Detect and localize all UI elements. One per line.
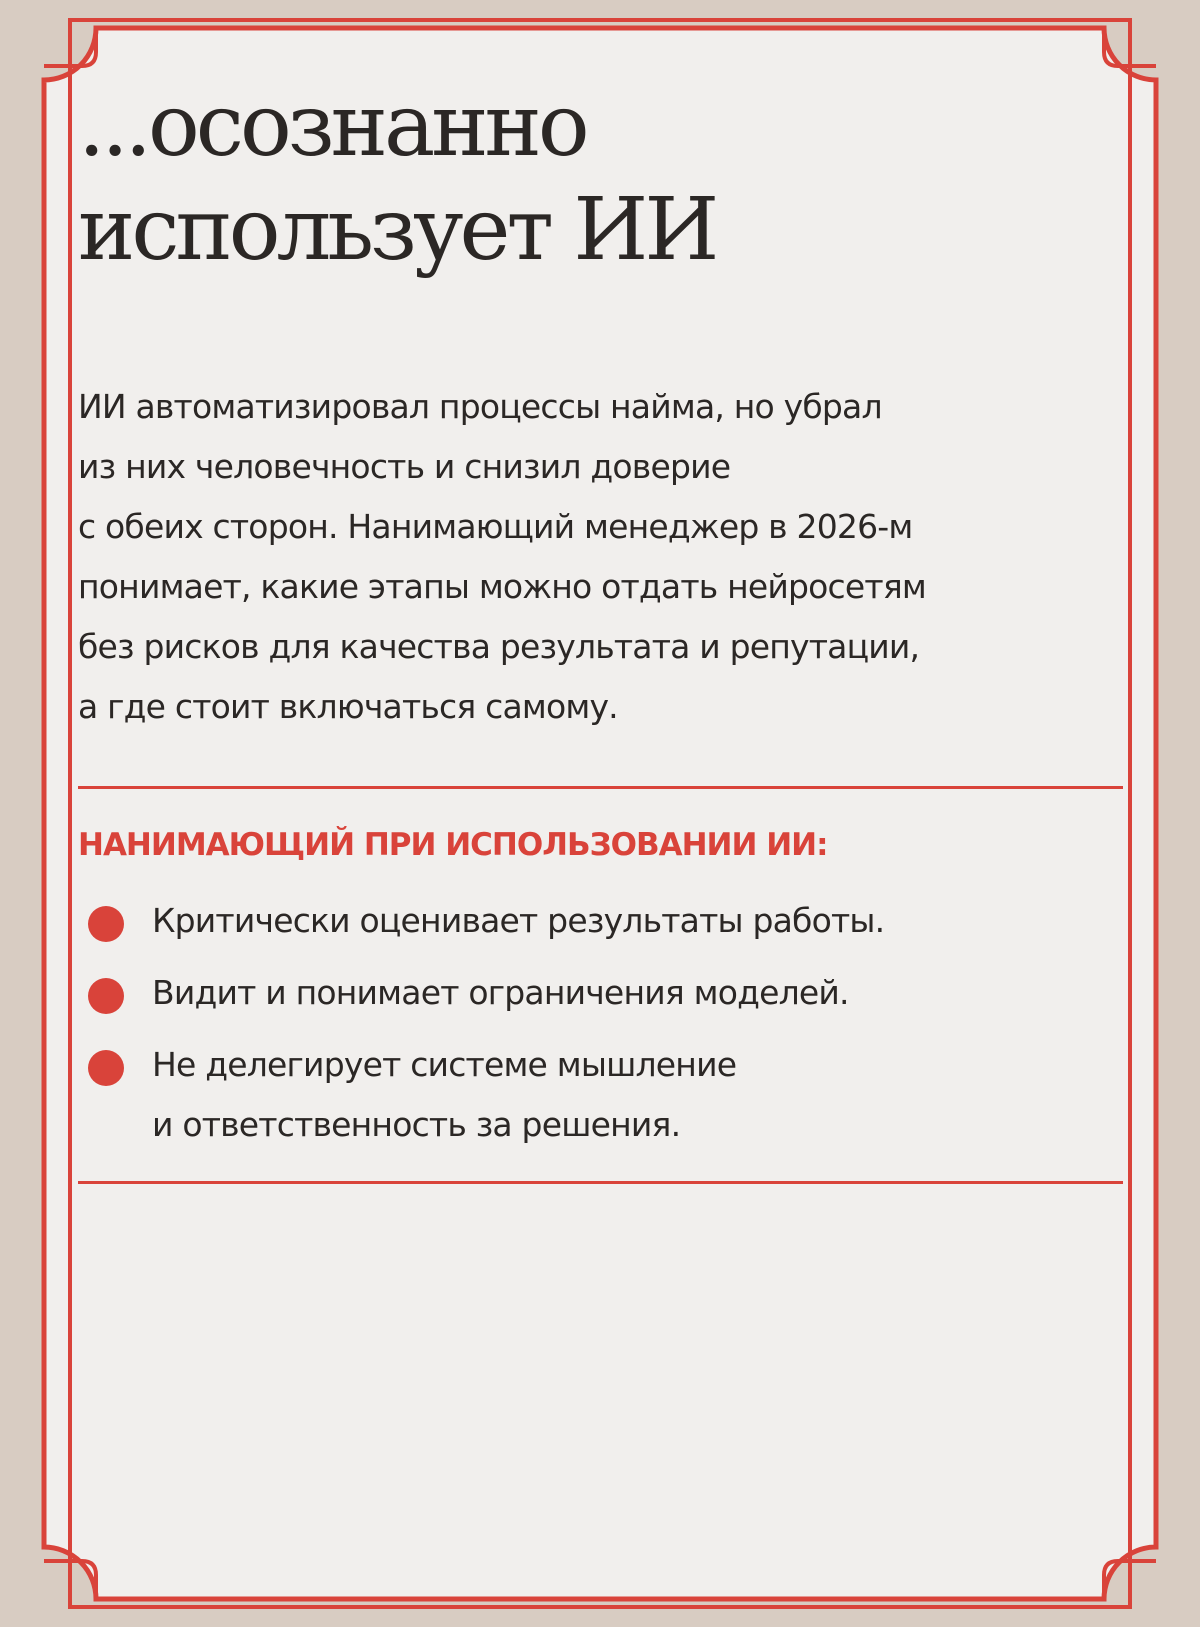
intro-line: ИИ автоматизировал процессы найма, но убрал	[78, 387, 882, 426]
bottom-divider	[78, 1181, 1123, 1184]
intro-paragraph	[78, 377, 1123, 737]
intro-line: с обеих сторон. Нанимающий менеджер в 2026-м	[78, 507, 913, 546]
list-item	[78, 891, 1123, 951]
content	[78, 0, 1123, 1627]
section-heading: НАНИМАЮЩИЙ ПРИ ИСПОЛЬЗОВАНИИ ИИ:	[78, 827, 828, 863]
list-item-text: Не делегирует системе мышление	[152, 1045, 737, 1084]
list-item-text: Видит и понимает ограничения моделей.	[152, 973, 849, 1012]
red-dot-icon	[88, 906, 124, 942]
list-item-text: и ответственность за решения.	[152, 1105, 681, 1144]
title-line-1: ...осознанно	[78, 76, 586, 176]
red-dot-icon	[88, 978, 124, 1014]
intro-line: без рисков для качества результата и репутации,	[78, 627, 920, 666]
red-dot-icon	[88, 1050, 124, 1086]
bullet-list	[78, 891, 1123, 1167]
list-item-text: Критически оценивает результаты работы.	[152, 901, 885, 940]
list-item	[78, 963, 1123, 1023]
title-line-2: использует ИИ	[78, 180, 716, 280]
intro-line: понимает, какие этапы можно отдать нейросетям	[78, 567, 926, 606]
intro-line: а где стоит включаться самому.	[78, 687, 618, 726]
list-item	[78, 1035, 1123, 1155]
intro-line: из них человечность и снизил доверие	[78, 447, 731, 486]
top-divider	[78, 786, 1123, 789]
page-title	[78, 74, 1123, 282]
